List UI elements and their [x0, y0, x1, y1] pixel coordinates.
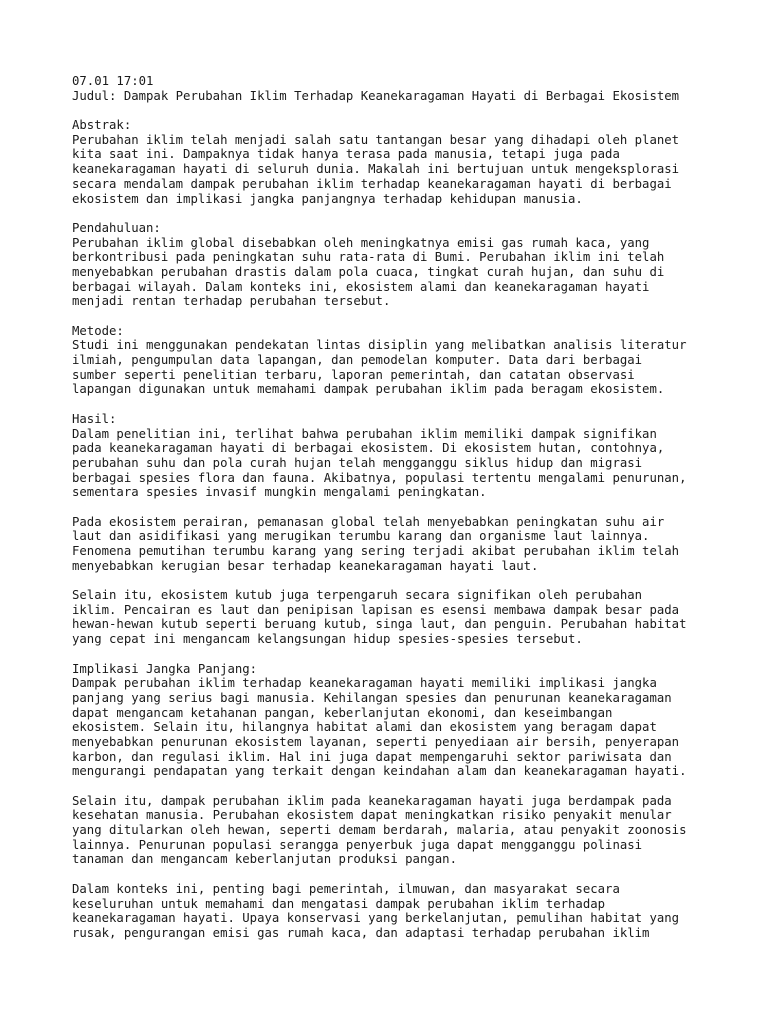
paragraph-line: yang cepat ini mengancam kelangsungan hidup spesies-spesies tersebut. [72, 632, 583, 647]
paragraph-line: keanekaragaman hayati di seluruh dunia. Makalah ini bertujuan untuk mengeksplorasi [72, 162, 680, 177]
paragraph-line: Dalam konteks ini, penting bagi pemerintah, ilmuwan, dan masyarakat secara [72, 881, 620, 896]
paragraph-line: Perubahan iklim telah menjadi salah satu tantangan besar yang dihadapi oleh planet [72, 132, 680, 147]
paragraph-line: kesehatan manusia. Perubahan ekosistem dapat meningkatkan risiko penyakit menular [72, 808, 672, 823]
paragraph-line: kita saat ini. Dampaknya tidak hanya terasa pada manusia, tetapi juga pada [72, 147, 620, 162]
section-heading: Pendahuluan: [72, 220, 161, 235]
paragraph-line: keanekaragaman hayati. Upaya konservasi yang berkelanjutan, pemulihan habitat yang [72, 911, 680, 926]
blank-line [72, 500, 712, 515]
paragraph-line: Dalam penelitian ini, terlihat bahwa perubahan iklim memiliki dampak signifikan [72, 426, 657, 441]
paragraph-line: hewan-hewan kutub seperti beruang kutub, singa laut, dan penguin. Perubahan habitat [72, 617, 687, 632]
document-timestamp: 07.01 17:01 [72, 74, 154, 88]
paragraph-line: Fenomena pemutihan terumbu karang yang sering terjadi akibat perubahan iklim telah [72, 544, 680, 558]
paragraph-line: Selain itu, ekosistem kutub juga terpengaruh secara signifikan oleh perubahan [72, 588, 643, 603]
section-results [72, 412, 712, 500]
paragraph-line: berkontribusi pada peningkatan suhu rata-rata di Bumi. Perubahan iklim ini telah [72, 250, 665, 265]
paragraph-line: iklim. Pencairan es laut dan penipisan lapisan es esensi membawa dampak besar pada [72, 602, 680, 617]
paragraph-line: sementara spesies invasif mungkin mengalami peningkatan. [72, 485, 487, 500]
paragraph-line: menjadi rentan terhadap perubahan tersebut. [72, 294, 391, 309]
paragraph-line: laut dan asidifikasi yang merugikan terumbu karang dan organisme laut lainnya. [72, 529, 650, 544]
section-method [72, 324, 712, 397]
paragraph-line: karbon, dan regulasi iklim. Hal ini juga dapat mempengaruhi sektor pariwisata dan [72, 749, 672, 764]
blank-line [72, 309, 712, 324]
blank-line [72, 647, 712, 662]
blank-line [72, 397, 712, 412]
paragraph-line: lapangan digunakan untuk memahami dampak perubahan iklim pada beragam ekosistem. [72, 382, 665, 397]
blank-line [72, 779, 712, 794]
paragraph-aquatic [72, 515, 712, 574]
blank-line [72, 206, 712, 221]
paragraph-context [72, 882, 712, 941]
paragraph-line: rusak, pengurangan emisi gas rumah kaca, dan adaptasi terhadap perubahan iklim [72, 925, 650, 940]
section-implications [72, 662, 712, 780]
blank-line [72, 573, 712, 588]
paragraph-line: Dampak perubahan iklim terhadap keanekaragaman hayati memiliki implikasi jangka [72, 676, 657, 691]
paragraph-line: tanaman dan mengancam keberlanjutan produksi pangan. [72, 852, 457, 867]
paragraph-line: keseluruhan untuk memahami dan mengatasi dampak perubahan iklim terhadap [72, 896, 606, 911]
paragraph-line: dapat mengancam ketahanan pangan, keberlanjutan ekonomi, dan keseimbangan [72, 705, 613, 720]
paragraph-line: Perubahan iklim global disebabkan oleh meningkatnya emisi gas rumah kaca, yang [72, 235, 650, 250]
document-page [72, 74, 712, 941]
paragraph-line: mengurangi pendapatan yang terkait dengan keindahan alam dan keanekaragaman hayati. [72, 764, 687, 779]
document-title: Judul: Dampak Perubahan Iklim Terhadap Keanekaragaman Hayati di Berbagai Ekosistem [72, 88, 680, 103]
blank-line [72, 103, 712, 118]
paragraph-line: yang ditularkan oleh hewan, seperti demam berdarah, malaria, atau penyakit zoonosis [72, 823, 687, 838]
section-heading: Abstrak: [72, 118, 132, 133]
section-introduction [72, 221, 712, 309]
paragraph-polar [72, 588, 712, 647]
paragraph-line: perubahan suhu dan pola curah hujan telah mengganggu siklus hidup dan migrasi [72, 455, 643, 470]
paragraph-line: berbagai spesies flora dan fauna. Akibatnya, populasi tertentu mengalami penurunan, [72, 470, 687, 485]
paragraph-line: menyebabkan kerugian besar terhadap keanekaragaman hayati laut. [72, 558, 539, 573]
paragraph-line: Selain itu, dampak perubahan iklim pada keanekaragaman hayati juga berdampak pada [72, 793, 672, 808]
paragraph-line: panjang yang serius bagi manusia. Kehilangan spesies dan penurunan keanekaragaman [72, 690, 672, 705]
paragraph-line: berbagai wilayah. Dalam konteks ini, ekosistem alami dan keanekaragaman hayati [72, 279, 650, 294]
section-heading: Implikasi Jangka Panjang: [72, 661, 258, 676]
paragraph-line: menyebabkan perubahan drastis dalam pola cuaca, tingkat curah hujan, dan suhu di [72, 264, 665, 279]
paragraph-line: menyebabkan penurunan ekosistem layanan, seperti penyediaan air bersih, penyerapan [72, 734, 680, 749]
paragraph-line: Studi ini menggunakan pendekatan lintas disiplin yang melibatkan analisis literatur [72, 338, 687, 353]
section-heading: Hasil: [72, 411, 117, 426]
paragraph-line: sumber seperti penelitian terbaru, laporan pemerintah, dan catatan observasi [72, 367, 635, 382]
paragraph-line: lainnya. Penurunan populasi serangga penyerbuk juga dapat mengganggu polinasi [72, 837, 643, 852]
paragraph-line: ilmiah, pengumpulan data lapangan, dan pemodelan komputer. Data dari berbagai [72, 353, 643, 368]
paragraph-line: pada keanekaragaman hayati di berbagai ekosistem. Di ekosistem hutan, contohnya, [72, 441, 665, 456]
paragraph-health [72, 794, 712, 867]
paragraph-line: ekosistem. Selain itu, hilangnya habitat alami dan ekosistem yang beragam dapat [72, 720, 657, 735]
paragraph-line: Pada ekosistem perairan, pemanasan global telah menyebabkan peningkatan suhu air [72, 514, 665, 529]
section-heading: Metode: [72, 323, 124, 338]
paragraph-line: ekosistem dan implikasi jangka panjangnya terhadap kehidupan manusia. [72, 191, 583, 206]
section-abstract [72, 118, 712, 206]
paragraph-line: secara mendalam dampak perubahan iklim terhadap keanekaragaman hayati di berbagai [72, 176, 672, 191]
blank-line [72, 867, 712, 882]
